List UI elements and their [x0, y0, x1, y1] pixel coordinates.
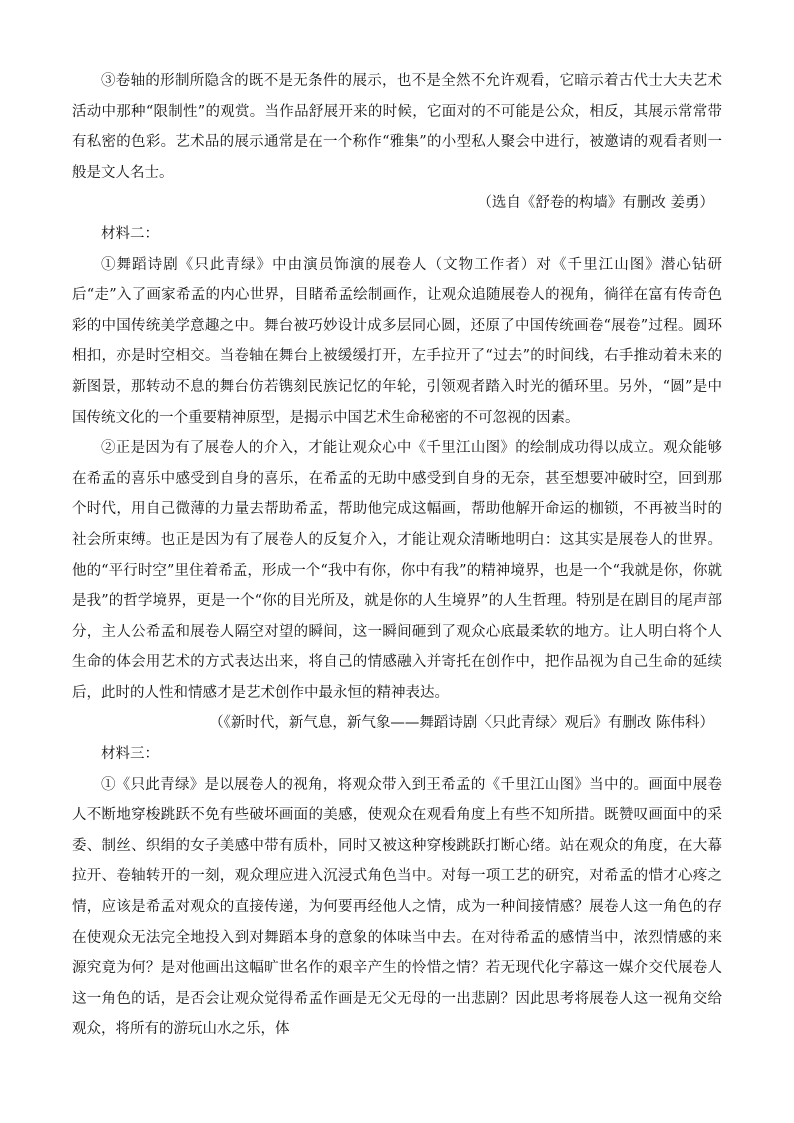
- material2-paragraph1: ①舞蹈诗剧《只此青绿》中由演员饰演的展卷人（文物工作者）对《千里江山图》潜心钻研后“走”入了画家希孟的内心世界，目睹希孟绘制画作，让观众追随展卷人的视角，徜徉在富有传奇色彩的中国传统美学意趣之中。舞台被巧妙设计成多层同心圆，还原了中国传统画卷“展卷”过程。圆环相扣，亦是时空相交。当卷轴在舞台上被缓缓打开，左手拉开了“过去”的时间线，右手推动着未来的新图景，那转动不息的舞台仿若镌刻民族记忆的年轮，引领观者踏入时光的循环里。另外，“圆”是中国传统文化的一个重要精神原型，是揭示中国艺术生命秘密的不可忽视的因素。: [72, 256, 722, 426]
- material1-source: （选自《舒卷的构墙》有删改 姜勇）: [477, 195, 714, 212]
- material2-source: （《新时代，新气息，新气象——舞蹈诗剧〈只此青绿〉观后》有删改 陈伟科）: [209, 715, 714, 732]
- material2-paragraph2: ②正是因为有了展卷人的介入，才能让观众心中《千里江山图》的绘制成功得以成立。观众能够在希孟的喜乐中感受到自身的喜乐，在希孟的无助中感受到自身的无奈，甚至想要冲破时空，回到那个时代，用自己微薄的力量去帮助希孟，帮助他完成这幅画，帮助他解开命运的枷锁，不再被当时的社会所束缚。也正是因为有了展卷人的反复介入，才能让观众清晰地明白：这其实是展卷人的世界。他的“平行时空”里住着希孟，形成一个“我中有你，你中有我”的精神境界，也是一个“我就是你，你就是我”的哲学境界，更是一个“你的目光所及，就是你的人生境界”的人生哲理。特别是在剧目的尾声部分，主人公希孟和展卷人隔空对望的瞬间，这一瞬间砸到了观众心底最柔软的地方。让人明白将个人生命的体会用艺术的方式表达出来，将自己的情感融入并寄托在创作中，把作品视为自己生命的延续后，此时的人性和情感才是艺术创作中最永恒的精神表达。: [72, 440, 722, 701]
- material1-paragraph3: ③卷轴的形制所隐含的既不是无条件的展示，也不是全然不允许观看，它暗示着古代士大夫艺术活动中那种“限制性”的观赏。当作品舒展开来的时候，它面对的不可能是公众，相反，其展示常常带有私密的色彩。艺术品的展示通常是在一个称作“雅集”的小型私人聚会中进行，被邀请的观看者则一般是文人名士。: [72, 73, 722, 181]
- material2-label: 材料二：: [101, 225, 159, 242]
- document-page: [72, 66, 722, 1045]
- material3-label: 材料三：: [101, 746, 159, 763]
- material3-paragraph1: ①《只此青绿》是以展卷人的视角，将观众带入到王希孟的《千里江山图》当中的。画面中展卷人不断地穿梭跳跃不免有些破坏画面的美感，使观众在观看角度上有些不知所措。既赞叹画面中的采委、制丝、织绢的女子美感中带有质朴，同时又被这种穿梭跳跃打断心绪。站在观众的角度，在大幕拉开、卷轴转开的一刻，观众理应进入沉浸式角色当中。对每一项工艺的研究，对希孟的惜才心疼之情，应该是希孟对观众的直接传递，为何要再经他人之情，成为一种间接情感？展卷人这一角色的存在使观众无法完全地投入到对舞蹈本身的意象的体味当中去。在对待希孟的感情当中，浓烈情感的来源究竟为何？是对他画出这幅旷世名作的艰辛产生的怜惜之情？若无现代化字幕这一媒介交代展卷人这一角色的话，是否会让观众觉得希孟作画是无父无母的一出悲剧？因此思考将展卷人这一视角交给观众，将所有的游玩山水之乐，体: [72, 776, 722, 1038]
